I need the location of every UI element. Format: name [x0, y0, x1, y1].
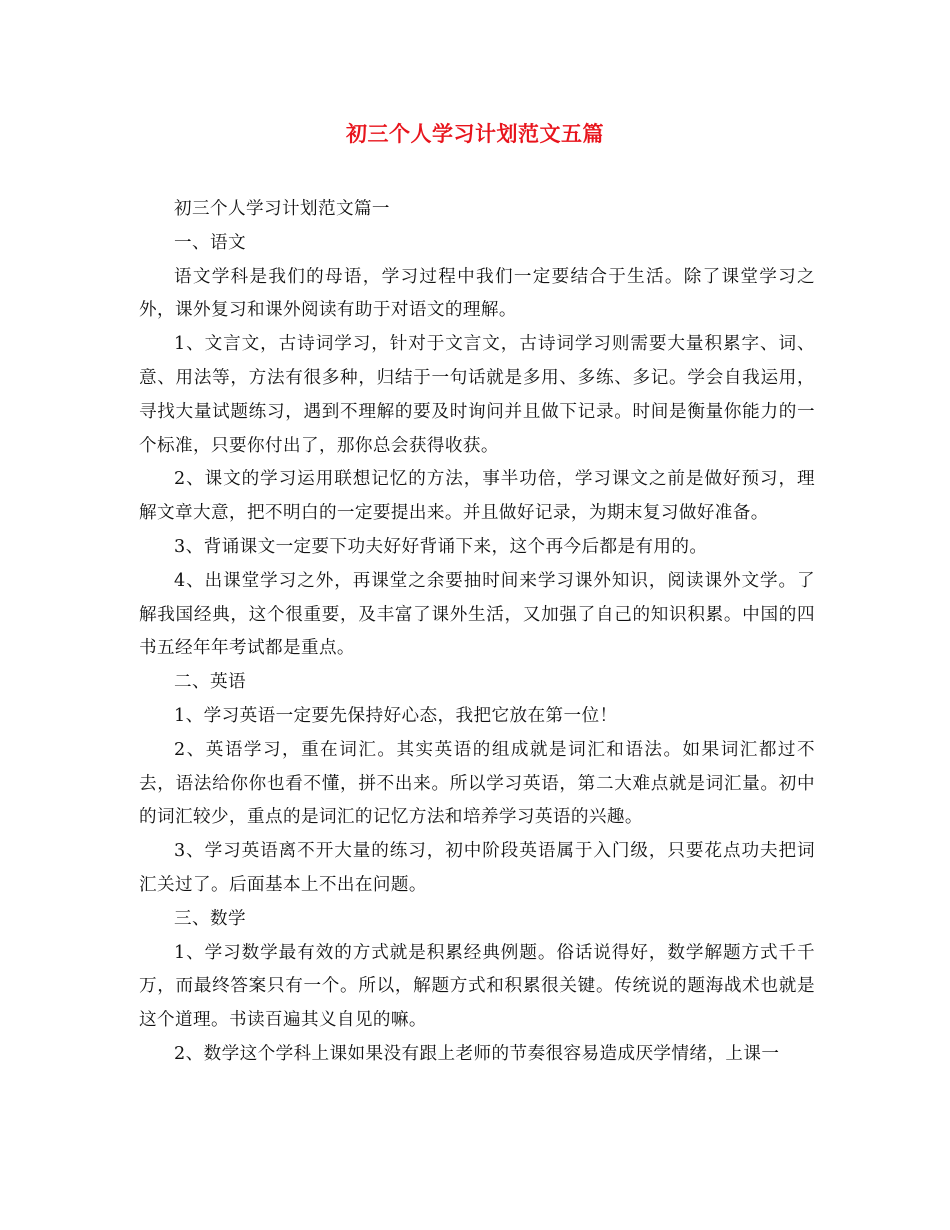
- paragraph: 语文学科是我们的母语，学习过程中我们一定要结合于生活。除了课堂学习之外，课外复习和课外阅读有助于对语文的理解。: [139, 266, 815, 321]
- paragraph: 3、背诵课文一定要下功夫好好背诵下来，这个再今后都是有用的。: [174, 536, 708, 557]
- paragraph: 2、课文的学习运用联想记忆的方法，事半功倍，学习课文之前是做好预习，理解文章大意，把不明白的一定要提出来。并且做好记录，为期末复习做好准备。: [139, 469, 815, 524]
- section-heading: 初三个人学习计划范文篇一: [174, 199, 390, 219]
- subject-heading: 三、数学: [174, 908, 246, 929]
- paragraph: 3、学习英语离不开大量的练习，初中阶段英语属于入门级，只要花点功夫把词汇关过了。后面基本上不出在问题。: [139, 841, 815, 895]
- paragraph: 1、学习数学最有效的方式就是积累经典例题。俗话说得好，数学解题方式千千万，而最终答案只有一个。所以，解题方式和积累很关键。传统说的题海战术也就是这个道理。书读百遍其义自见的嘛。: [139, 942, 815, 1031]
- subject-heading: 二、英语: [174, 672, 246, 693]
- paragraph: 2、数学这个学科上课如果没有跟上老师的节奏很容易造成厌学情绪，上课一: [174, 1043, 780, 1064]
- paragraph: 2、英语学习，重在词汇。其实英语的组成就是词汇和语法。如果词汇都过不去，语法给你你也看不懂，拼不出来。所以学习英语，第二大难点就是词汇量。初中的词汇较少，重点的是词汇的记忆方法和培养学习英语的兴趣。: [139, 739, 815, 828]
- paragraph: 1、学习英语一定要先保持好心态，我把它放在第一位！: [174, 705, 618, 726]
- subject-heading: 一、语文: [174, 232, 246, 253]
- paragraph: 1、文言文，古诗词学习，针对于文言文，古诗词学习则需要大量积累字、词、意、用法等，方法有很多种，归结于一句话就是多用、多练、多记。学会自我运用，寻找大量试题练习，遇到不理解的要及时询问并且做下记录。时间是衡量你能力的一个标准，只要你付出了，那你总会获得收获。: [139, 334, 815, 456]
- document-title: 初三个人学习计划范文五篇: [346, 121, 604, 146]
- paragraph: 4、出课堂学习之外，再课堂之余要抽时间来学习课外知识，阅读课外文学。了解我国经典，这个很重要，及丰富了课外生活，又加强了自己的知识积累。中国的四书五经年年考试都是重点。: [139, 570, 815, 659]
- document-body: [139, 193, 815, 1072]
